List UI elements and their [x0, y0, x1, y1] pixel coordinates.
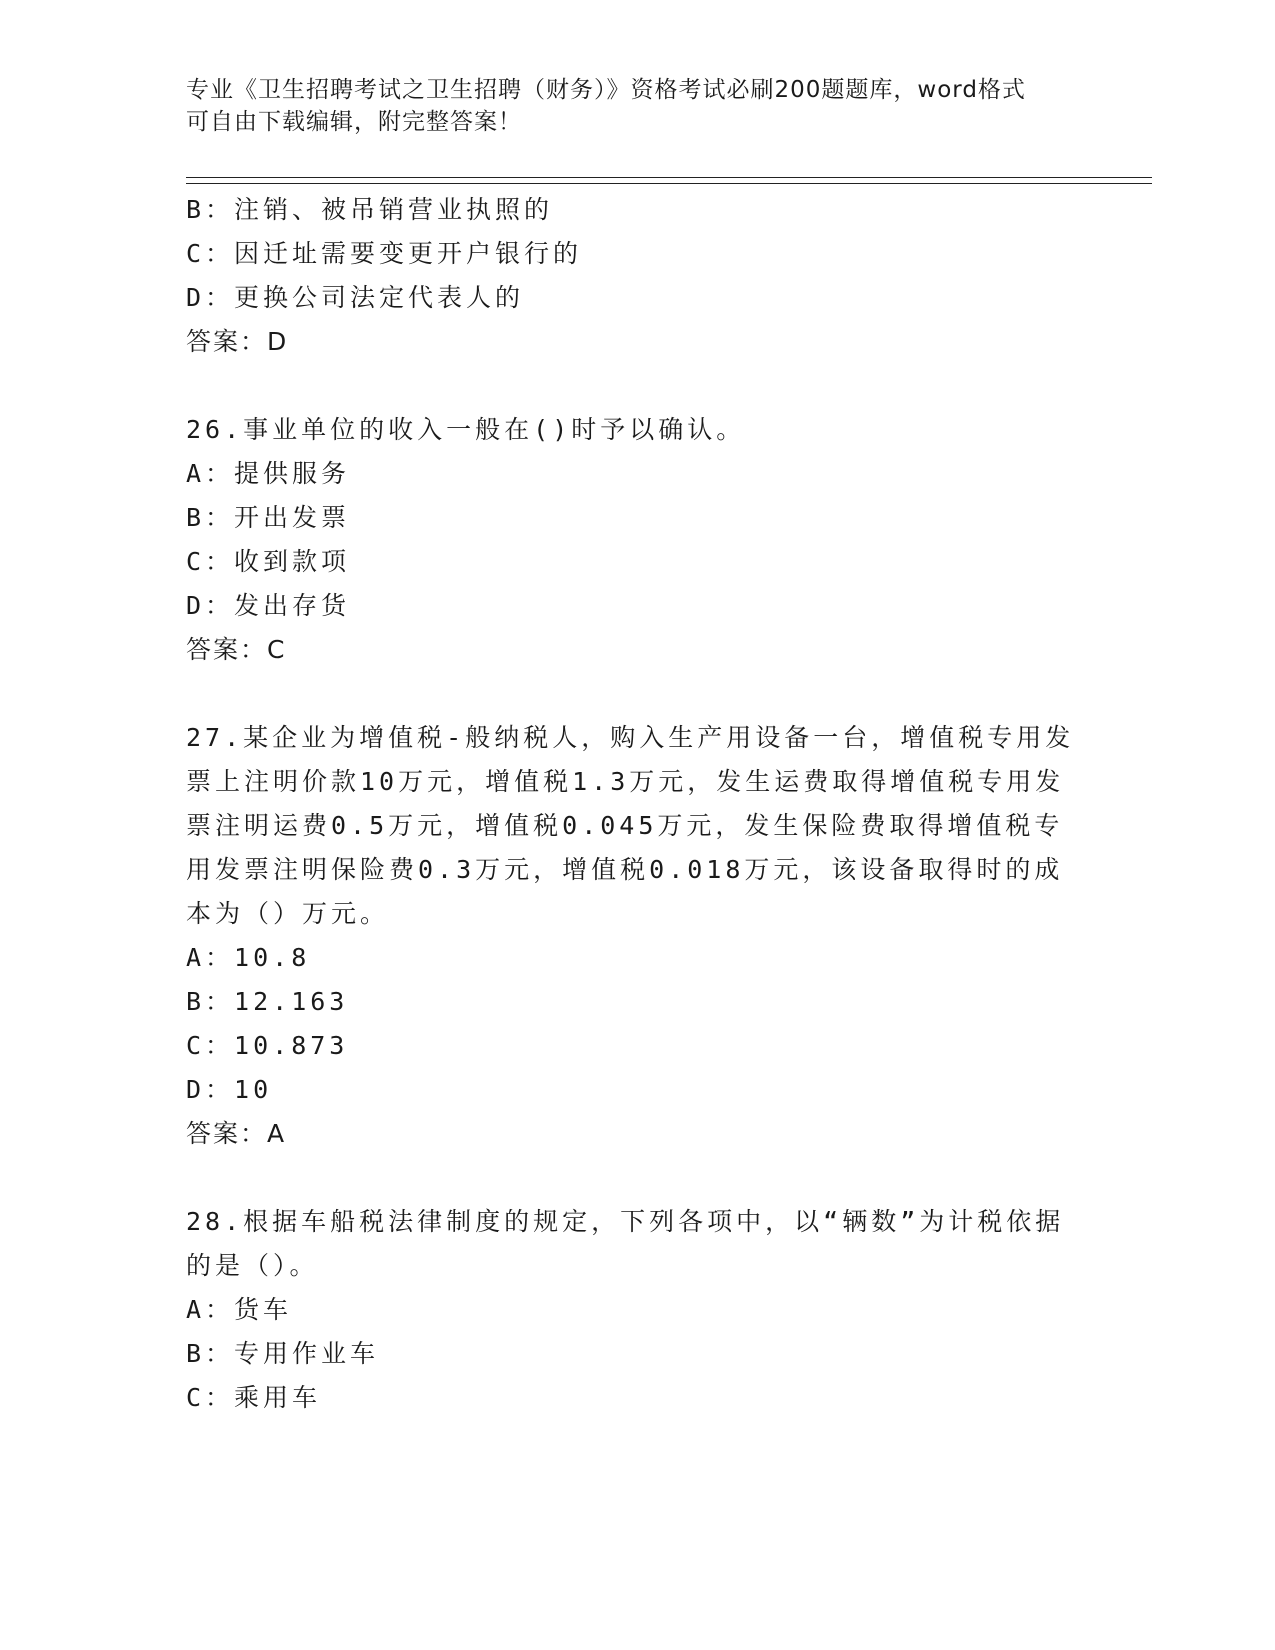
header-divider-bottom — [186, 183, 1152, 184]
q25-option-d: D：更换公司法定代表人的 — [186, 283, 525, 312]
q28-option-c: C：乘用车 — [186, 1383, 322, 1412]
q28-question-line-2: 的是（）。 — [186, 1251, 319, 1280]
q26-option-a: A：提供服务 — [186, 459, 351, 488]
header-line-1: 专业《卫生招聘考试之卫生招聘（财务）》资格考试必刷200题题库，word格式 — [186, 77, 1026, 103]
q27-option-d: D：10 — [186, 1075, 273, 1104]
q27-option-a: A：10.8 — [186, 943, 311, 972]
q28-question-line-1: 28.根据车船税法律制度的规定，下列各项中，以“辆数”为计税依据 — [186, 1207, 1065, 1236]
q26-question: 26.事业单位的收入一般在()时予以确认。 — [186, 415, 746, 444]
q27-question-line-1: 27.某企业为增值税-般纳税人，购入生产用设备一台，增值税专用发 — [186, 723, 1075, 752]
header-line-2: 可自由下载编辑，附完整答案！ — [186, 109, 522, 135]
q26-answer: 答案：C — [186, 635, 287, 664]
q25-answer: 答案：D — [186, 327, 289, 356]
q27-question-line-2: 票上注明价款10万元，增值税1.3万元，发生运费取得增值税专用发 — [186, 767, 1065, 796]
q27-question-line-4: 用发票注明保险费0.3万元，增值税0.018万元，该设备取得时的成 — [186, 855, 1064, 884]
q27-option-b: B：12.163 — [186, 987, 349, 1016]
q25-option-c: C：因迁址需要变更开户银行的 — [186, 239, 583, 268]
q27-option-c: C：10.873 — [186, 1031, 349, 1060]
q28-option-b: B：专用作业车 — [186, 1339, 380, 1368]
q27-question-line-3: 票注明运费0.5万元，增值税0.045万元，发生保险费取得增值税专 — [186, 811, 1064, 840]
q27-question-line-5: 本为（）万元。 — [186, 899, 390, 928]
q27-answer: 答案：A — [186, 1119, 287, 1148]
q28-option-a: A：货车 — [186, 1295, 293, 1324]
document-header — [186, 74, 1066, 138]
q25-option-b: B：注销、被吊销营业执照的 — [186, 195, 554, 224]
header-divider-top — [186, 177, 1152, 178]
q26-option-b: B：开出发票 — [186, 503, 351, 532]
q26-option-d: D：发出存货 — [186, 591, 351, 620]
q26-option-c: C：收到款项 — [186, 547, 351, 576]
